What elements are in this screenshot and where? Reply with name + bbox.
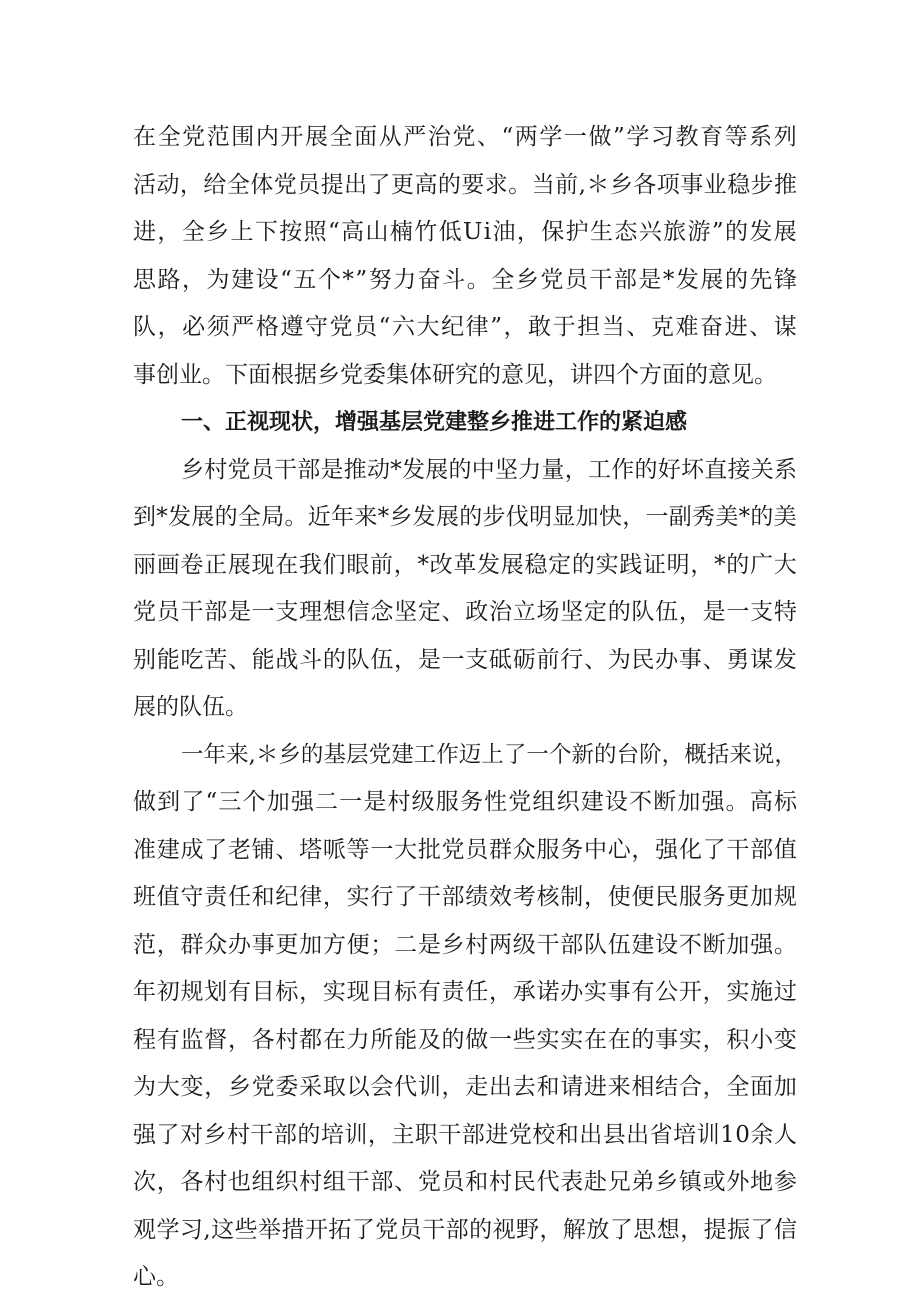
paragraph-line: 准 建 成 了 老 铺 、 塔 哌 等 一 大 批 党 员 群 众 服 务 中 心 ， 强 化 了 干 部 值	[133, 836, 797, 863]
paragraph-line: 强 了 对 乡 村 干 部 的 培 训 ， 主 职 干 部 进 党 校 和 出 县 出 省 培 训 1 0 余 人	[133, 1121, 797, 1148]
paragraph-line: 进 ， 全 乡 上 下 按 照 “ 高 山 楠 竹 低 U i 油 ， 保 护 生 态 兴 旅 游 ” 的 发 展	[133, 219, 797, 245]
paragraph-line: 事创业。下面根据乡党委集体研究的意见，讲四个方面的意见。	[133, 361, 777, 388]
paragraph-line: 党 员 干 部 是 一 支 理 想 信 念 坚 定 、 政 治 立 场 坚 定 的 队 伍 ， 是 一 支 特	[133, 599, 797, 625]
paragraph-line: 丽 画 卷 正 展 现 在 我 们 眼 前 ， * 改 革 发 展 稳 定 的 实 践 证 明 ， * 的 广 大	[133, 551, 797, 578]
paragraph-line: 班 值 守 责 任 和 纪 律 ， 实 行 了 干 部 绩 效 考 核 制 ， 使 便 民 服 务 更 加 规	[133, 884, 797, 910]
paragraph-line: 观 学 习 , 这 些 举 措 开 拓 了 党 员 干 部 的 视 野 ， 解 放 了 思 想 ， 提 振 了 信	[133, 1216, 797, 1243]
section-heading: 一、正视现状，增强基层党建整乡推进工作的紧迫感	[181, 410, 688, 435]
paragraph-line: 年 初 规 划 有 目 标 ， 实 现 目 标 有 责 任 ， 承 诺 办 实 事 有 公 开 ， 实 施 过	[133, 979, 797, 1005]
paragraph-line: 思 路 ， 为 建 设 “ 五 个 * ” 努 力 奋 斗 。 全 乡 党 员 干 部 是 * 发 展 的 先 锋	[133, 266, 797, 293]
paragraph-line: 在 全 党 范 围 内 开 展 全 面 从 严 治 党 、 “ 两 学 一 做 ” 学 习 教 育 等 系 列	[133, 124, 797, 150]
paragraph-line: 次 ， 各 村 也 组 织 村 组 干 部 、 党 员 和 村 民 代 表 赴 兄 弟 乡 镇 或 外 地 参	[133, 1169, 797, 1195]
paragraph-line: 活 动 ， 给 全 体 党 员 提 出 了 更 高 的 要 求 。 当 前 , ＊ 乡 各 项 事 业 稳 步 推	[133, 171, 797, 198]
paragraph-line: 心。	[133, 1264, 179, 1290]
paragraph-line: 程 有 监 督 ， 各 村 都 在 力 所 能 及 的 做 一 些 实 实 在 在 的 事 实 ， 积 小 变	[133, 1026, 797, 1053]
paragraph-line: 乡 村 党 员 干 部 是 推 动 * 发 展 的 中 坚 力 量 ， 工 作 的 好 坏 直 接 关 系	[181, 456, 797, 483]
paragraph-line: 到 * 发 展 的 全 局 。 近 年 来 * 乡 发 展 的 步 伐 明 显 加 快 ， 一 副 秀 美 * 的 美	[133, 504, 797, 530]
paragraph-line: 范 ， 群 众 办 事 更 加 方 便 ； 二 是 乡 村 两 级 干 部 队 伍 建 设 不 断 加 强 。	[133, 931, 797, 958]
paragraph-line: 别 能 吃 苦 、 能 战 斗 的 队 伍 ， 是 一 支 砥 砺 前 行 、 为 民 办 事 、 勇 谋 发	[133, 646, 797, 673]
paragraph-line: 为 大 变 ， 乡 党 委 采 取 以 会 代 训 ， 走 出 去 和 请 进 来 相 结 合 ， 全 面 加	[133, 1074, 797, 1100]
paragraph-line: 队 ， 必 须 严 格 遵 守 党 员 “ 六 大 纪 律 ” ， 敢 于 担 当 、 克 难 奋 进 、 谋	[133, 314, 797, 340]
paragraph-line: 展的队伍。	[133, 694, 248, 720]
paragraph-line: 做 到 了 “ 三 个 加 强 二 一 是 村 级 服 务 性 党 组 织 建 设 不 断 加 强 。 高 标	[133, 789, 797, 815]
paragraph-line: 一 年 来 , ＊ 乡 的 基 层 党 建 工 作 迈 上 了 一 个 新 的 台 阶 ， 概 括 来 说 ，	[181, 741, 797, 768]
body-text	[133, 114, 797, 1302]
